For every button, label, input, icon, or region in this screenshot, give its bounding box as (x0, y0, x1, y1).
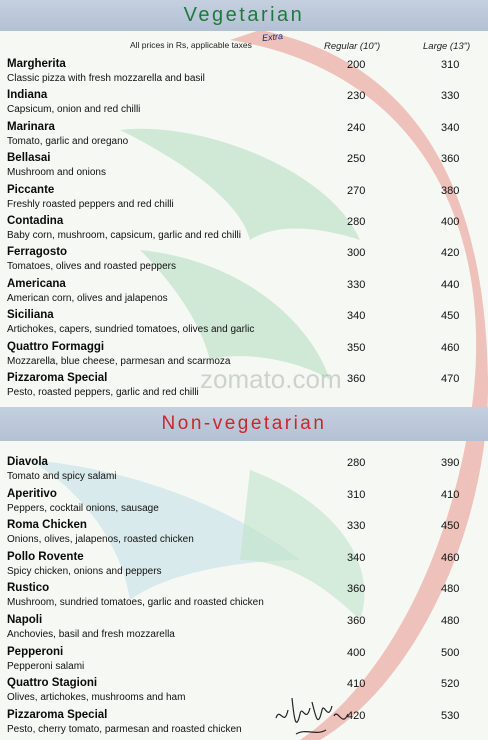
price-large: 530 (441, 709, 460, 722)
price-regular: 250 (347, 153, 366, 166)
menu-item-name: Quattro Formaggi (7, 340, 105, 353)
price-regular: 280 (347, 216, 366, 228)
menu-item-description: Peppers, cocktail onions, sausage (7, 502, 159, 514)
menu-item-name: Americana (7, 277, 66, 290)
handwritten-scribble (272, 688, 352, 740)
menu-item-description: Tomato, garlic and oregano (7, 135, 129, 147)
menu-item-name: Marinara (7, 120, 55, 133)
menu-item-description: Freshly roasted peppers and red chilli (7, 198, 174, 210)
price-regular: 340 (347, 551, 366, 564)
price-large: 310 (441, 59, 460, 71)
menu-item-description: Mushroom and onions (7, 167, 106, 179)
menu-item-name: Pollo Rovente (7, 550, 84, 563)
menu-item-name: Siciliana (7, 309, 54, 322)
handwritten-extra-note: Extra (261, 30, 284, 44)
price-large: 480 (441, 583, 460, 596)
column-header-large: Large (13") (423, 41, 471, 52)
price-regular: 350 (347, 341, 366, 354)
price-large: 390 (441, 457, 460, 469)
price-large: 450 (441, 310, 460, 323)
price-regular: 310 (347, 488, 366, 501)
menu-item-description: Spicy chicken, onions and peppers (7, 565, 162, 577)
menu-item-name: Rustico (7, 582, 50, 595)
menu-item-name: Quattro Stagioni (7, 677, 98, 690)
price-large: 520 (441, 678, 460, 691)
price-large: 500 (441, 646, 460, 659)
price-regular: 360 (347, 583, 366, 596)
menu-item-description: Onions, olives, jalapenos, roasted chicken (7, 534, 194, 546)
menu-item-description: Pesto, roasted peppers, garlic and red chilli (7, 387, 199, 398)
menu-item-name: Pepperoni (7, 645, 64, 658)
price-regular: 240 (347, 121, 366, 134)
price-large: 480 (441, 615, 460, 627)
price-large: 400 (441, 216, 460, 228)
vegetarian-banner (0, 0, 488, 31)
price-large: 340 (441, 121, 460, 134)
non-vegetarian-banner (0, 407, 488, 441)
menu-item-description: Classic pizza with fresh mozzarella and basil (7, 73, 205, 84)
price-regular: 300 (347, 247, 366, 260)
menu-item-description: Artichokes, capers, sundried tomatoes, olives and garlic (7, 324, 255, 336)
menu-item-name: Aperitivo (7, 487, 57, 500)
menu-item-description: Baby corn, mushroom, capsicum, garlic and red chilli (7, 230, 241, 241)
price-regular: 360 (347, 373, 366, 385)
price-regular: 330 (347, 520, 366, 533)
menu-item-name: Ferragosto (7, 246, 68, 259)
menu-item-name: Bellasai (7, 152, 51, 165)
price-large: 440 (441, 278, 460, 291)
price-large: 470 (441, 373, 460, 385)
watermark: zomato.com (200, 364, 342, 394)
menu-item-name: Contadina (7, 215, 64, 227)
price-regular: 360 (347, 615, 366, 627)
menu-item-description: Tomato and spicy salami (7, 471, 117, 482)
menu-item-name: Napoli (7, 614, 43, 626)
price-large: 450 (441, 520, 460, 533)
price-regular: 410 (347, 678, 366, 691)
price-regular: 230 (347, 90, 366, 103)
menu-item-description: American corn, olives and jalapenos (7, 292, 168, 304)
price-regular: 280 (347, 457, 366, 469)
menu-item-description: Pepperoni salami (7, 660, 85, 672)
price-regular: 330 (347, 278, 366, 291)
menu-item-description: Mozzarella, blue cheese, parmesan and scarmoza (7, 355, 231, 367)
menu-item-name: Diavola (7, 456, 48, 468)
price-large: 380 (441, 184, 460, 197)
menu-item-description: Capsicum, onion and red chilli (7, 104, 141, 116)
non-vegetarian-title: Non-vegetarian (161, 413, 327, 434)
menu-item-description: Mushroom, sundried tomatoes, garlic and roasted chicken (7, 597, 264, 609)
menu-item-name: Roma Chicken (7, 519, 87, 532)
price-large: 460 (441, 341, 460, 354)
price-regular: 400 (347, 646, 366, 659)
price-large: 360 (441, 153, 460, 166)
vegetarian-title: Vegetarian (183, 4, 305, 26)
price-large: 420 (441, 247, 460, 260)
column-header-regular: Regular (10") (324, 41, 381, 52)
menu-item-name: Indiana (7, 89, 48, 102)
menu-item-name: Pizzaroma Special (7, 372, 108, 384)
price-large: 460 (441, 551, 460, 564)
menu-item-description: Tomatoes, olives and roasted peppers (7, 261, 176, 273)
prices-note: All prices in Rs, applicable taxes (130, 40, 252, 50)
price-regular: 340 (347, 310, 366, 323)
price-regular: 200 (347, 59, 366, 71)
menu-item-name: Margherita (7, 58, 66, 70)
menu-item-name: Pizzaroma Special (7, 708, 108, 721)
menu-item-description: Pesto, cherry tomato, parmesan and roasted chicken (7, 723, 242, 735)
price-regular: 270 (347, 184, 366, 197)
price-large: 330 (441, 90, 460, 103)
price-large: 410 (441, 488, 460, 501)
menu-item-name: Piccante (7, 183, 55, 196)
menu-item-description: Anchovies, basil and fresh mozzarella (7, 629, 175, 640)
menu-item-description: Olives, artichokes, mushrooms and ham (7, 692, 186, 704)
price-regular: 420 (347, 709, 366, 722)
